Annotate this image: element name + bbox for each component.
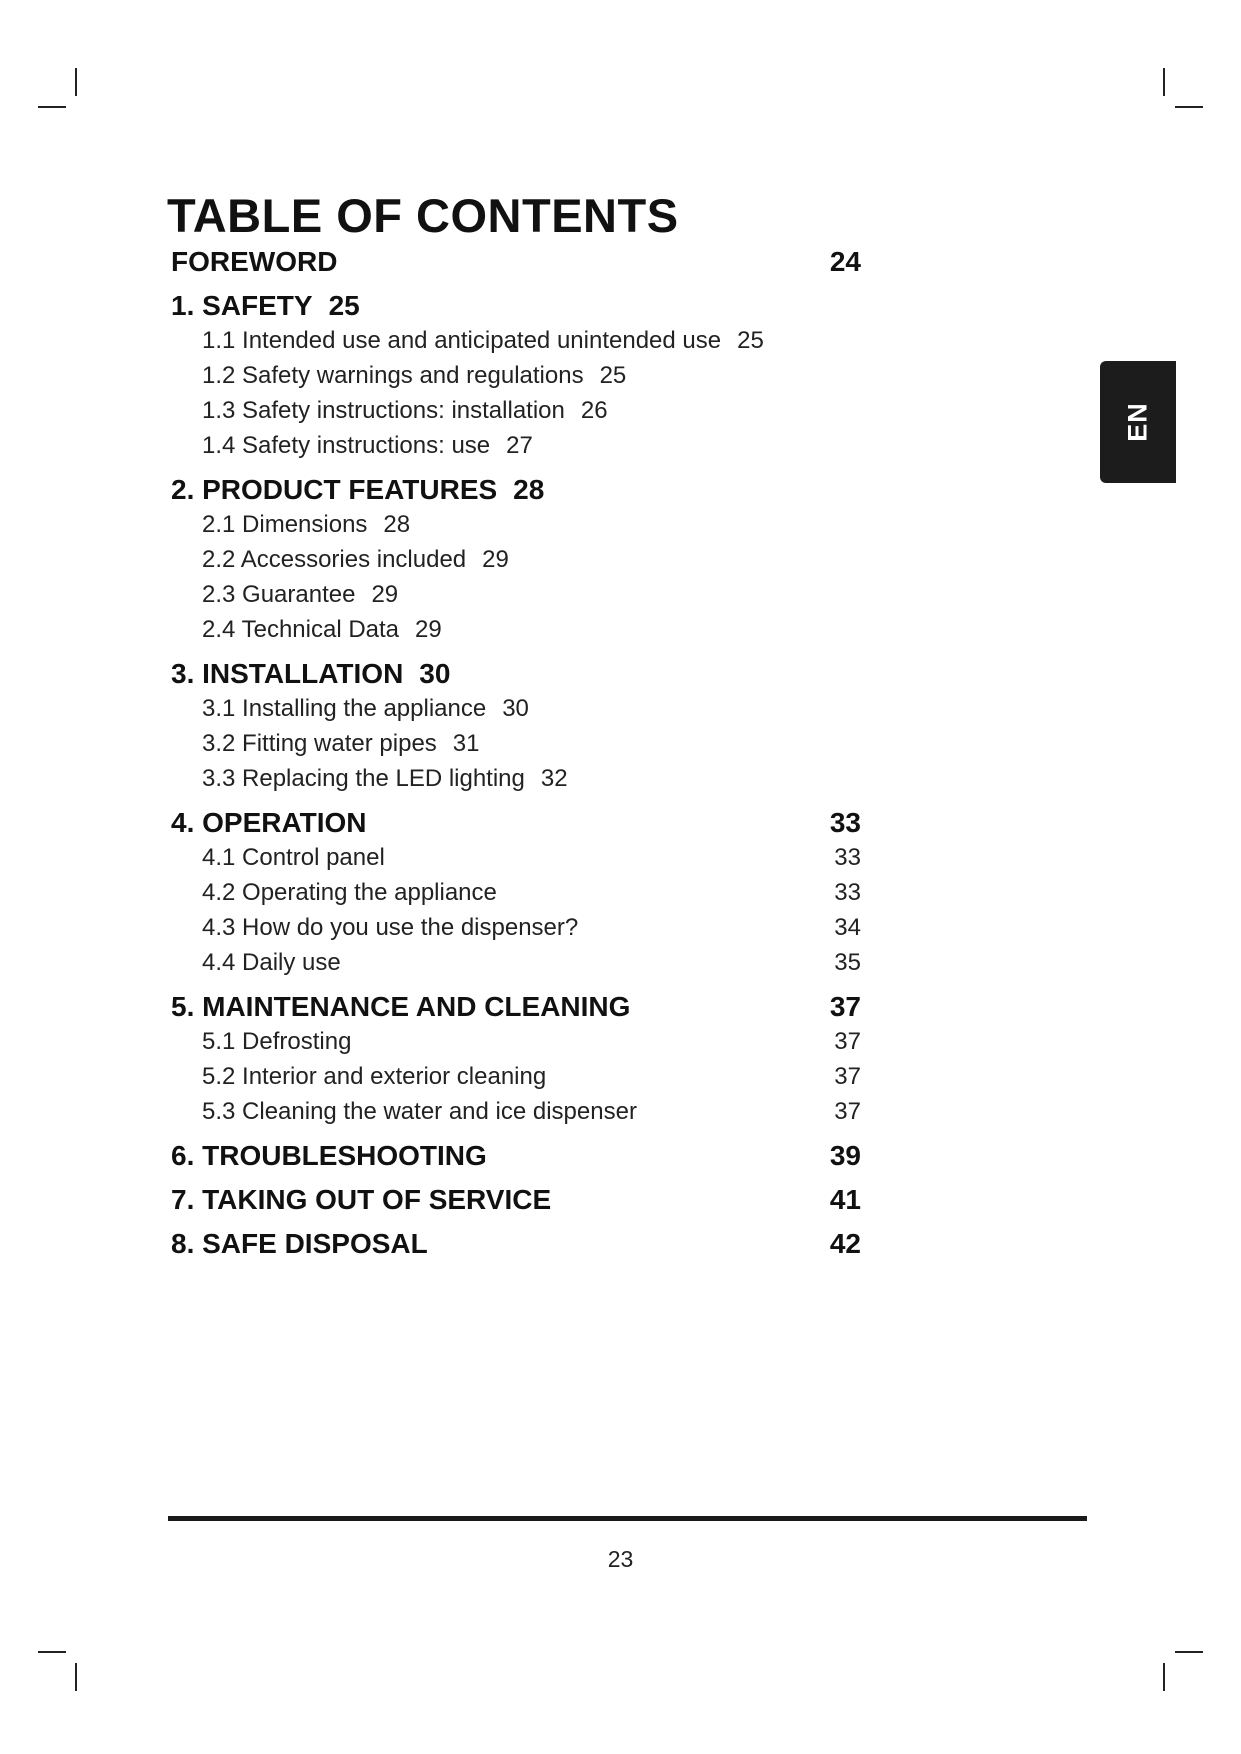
toc-item-page: 25	[737, 327, 764, 354]
toc-item-page: 37	[834, 1098, 861, 1125]
toc-item[interactable]	[171, 691, 861, 726]
toc-item-label: 5.2 Interior and exterior cleaning	[202, 1063, 547, 1090]
toc-section-page: 41	[829, 1184, 861, 1215]
crop-mark-top-left-h	[38, 106, 66, 108]
toc-item-label: 2.1 Dimensions	[202, 511, 368, 538]
table-of-contents	[171, 244, 861, 1261]
toc-item[interactable]	[171, 945, 861, 980]
toc-section-page: 30	[419, 658, 451, 689]
toc-item-label: 4.2 Operating the appliance	[202, 879, 497, 906]
toc-item-page: 35	[834, 949, 861, 976]
toc-item-page: 31	[452, 730, 480, 757]
toc-item-page: 29	[482, 546, 509, 573]
toc-item[interactable]	[171, 358, 861, 393]
toc-item[interactable]	[171, 910, 861, 945]
toc-section-label: 1. SAFETY	[171, 290, 313, 321]
toc-section-label: 3. INSTALLATION	[171, 658, 404, 689]
crop-mark-bottom-right-h	[1175, 1651, 1203, 1653]
toc-item-page: 28	[383, 511, 411, 538]
crop-mark-top-left-v	[75, 68, 77, 96]
toc-section-label: 4. OPERATION	[171, 807, 367, 838]
toc-section-page: 39	[829, 1140, 861, 1171]
toc-section-label: 5. MAINTENANCE AND CLEANING	[171, 991, 631, 1022]
toc-item[interactable]	[171, 542, 861, 577]
toc-section-label: 2. PRODUCT FEATURES	[171, 474, 498, 505]
toc-section-maintenance[interactable]	[171, 989, 861, 1024]
toc-item[interactable]	[171, 1024, 861, 1059]
footer-divider	[168, 1516, 1087, 1521]
toc-item[interactable]	[171, 726, 861, 761]
toc-section-product-features[interactable]	[171, 472, 861, 507]
toc-item-label: 3.3 Replacing the LED lighting	[202, 765, 525, 792]
toc-item-page: 32	[540, 765, 568, 792]
toc-item-page: 25	[599, 362, 627, 389]
toc-item-label: 2.4 Technical Data	[202, 616, 400, 643]
toc-section-safe-disposal[interactable]	[171, 1226, 861, 1261]
toc-item-label: 2.3 Guarantee	[202, 581, 356, 608]
toc-item-label: 4.4 Daily use	[202, 949, 341, 976]
toc-section-page: 25	[328, 290, 360, 321]
crop-mark-bottom-left-v	[75, 1663, 77, 1691]
language-tab[interactable]	[1100, 361, 1176, 483]
toc-item-label: 4.1 Control panel	[202, 844, 385, 871]
toc-item-label: 1.1 Intended use and anticipated unintended use	[202, 327, 722, 354]
toc-item[interactable]	[171, 323, 861, 358]
toc-item[interactable]	[171, 577, 861, 612]
toc-item-page: 30	[502, 695, 529, 722]
toc-section-safety[interactable]	[171, 288, 861, 323]
toc-section-page: 42	[829, 1228, 861, 1259]
toc-item[interactable]	[171, 507, 861, 542]
toc-item-label: 1.3 Safety instructions: installation	[202, 397, 565, 424]
toc-section-label: 6. TROUBLESHOOTING	[171, 1140, 487, 1171]
toc-foreword-label: FOREWORD	[171, 246, 338, 277]
toc-item-label: 1.4 Safety instructions: use	[202, 432, 491, 459]
toc-item-page: 33	[834, 879, 861, 906]
toc-item-page: 26	[580, 397, 608, 424]
toc-section-operation[interactable]	[171, 805, 861, 840]
toc-item[interactable]	[171, 761, 861, 796]
toc-item[interactable]	[171, 1059, 861, 1094]
toc-item[interactable]	[171, 1094, 861, 1129]
page-title: TABLE OF CONTENTS	[167, 189, 679, 242]
toc-item-page: 37	[834, 1063, 861, 1090]
toc-item-label: 4.3 How do you use the dispenser?	[202, 914, 579, 941]
toc-item-page: 37	[834, 1028, 861, 1055]
toc-section-label: 7. TAKING OUT OF SERVICE	[171, 1184, 552, 1215]
toc-item-page: 29	[371, 581, 399, 608]
toc-item-label: 1.2 Safety warnings and regulations	[202, 362, 584, 389]
page-number: 23	[607, 1546, 634, 1572]
toc-section-page: 37	[829, 991, 861, 1022]
toc-item-label: 2.2 Accessories included	[202, 546, 467, 573]
toc-item-page: 33	[834, 844, 861, 871]
toc-item[interactable]	[171, 393, 861, 428]
toc-item-label: 3.1 Installing the appliance	[202, 695, 487, 722]
toc-item-label: 3.2 Fitting water pipes	[202, 730, 437, 757]
toc-section-label: 8. SAFE DISPOSAL	[171, 1228, 428, 1259]
toc-foreword-page: 24	[829, 246, 861, 277]
toc-item-page: 27	[506, 432, 533, 459]
crop-mark-top-right-h	[1175, 106, 1203, 108]
crop-mark-top-right-v	[1163, 68, 1165, 96]
toc-section-page: 33	[829, 807, 861, 838]
toc-section-taking-out-of-service[interactable]	[171, 1182, 861, 1217]
toc-item-label: 5.3 Cleaning the water and ice dispenser	[202, 1098, 637, 1125]
toc-section-troubleshooting[interactable]	[171, 1138, 861, 1173]
toc-item-page: 34	[834, 914, 861, 941]
toc-section-page: 28	[513, 474, 545, 505]
language-tab-label: EN	[1122, 402, 1153, 442]
toc-item[interactable]	[171, 428, 861, 463]
toc-item-label: 5.1 Defrosting	[202, 1028, 352, 1055]
toc-section-installation[interactable]	[171, 656, 861, 691]
toc-item-page: 29	[415, 616, 442, 643]
toc-foreword[interactable]	[171, 244, 861, 279]
toc-item[interactable]	[171, 612, 861, 647]
toc-item[interactable]	[171, 875, 861, 910]
crop-mark-bottom-right-v	[1163, 1663, 1165, 1691]
toc-item[interactable]	[171, 840, 861, 875]
crop-mark-bottom-left-h	[38, 1651, 66, 1653]
